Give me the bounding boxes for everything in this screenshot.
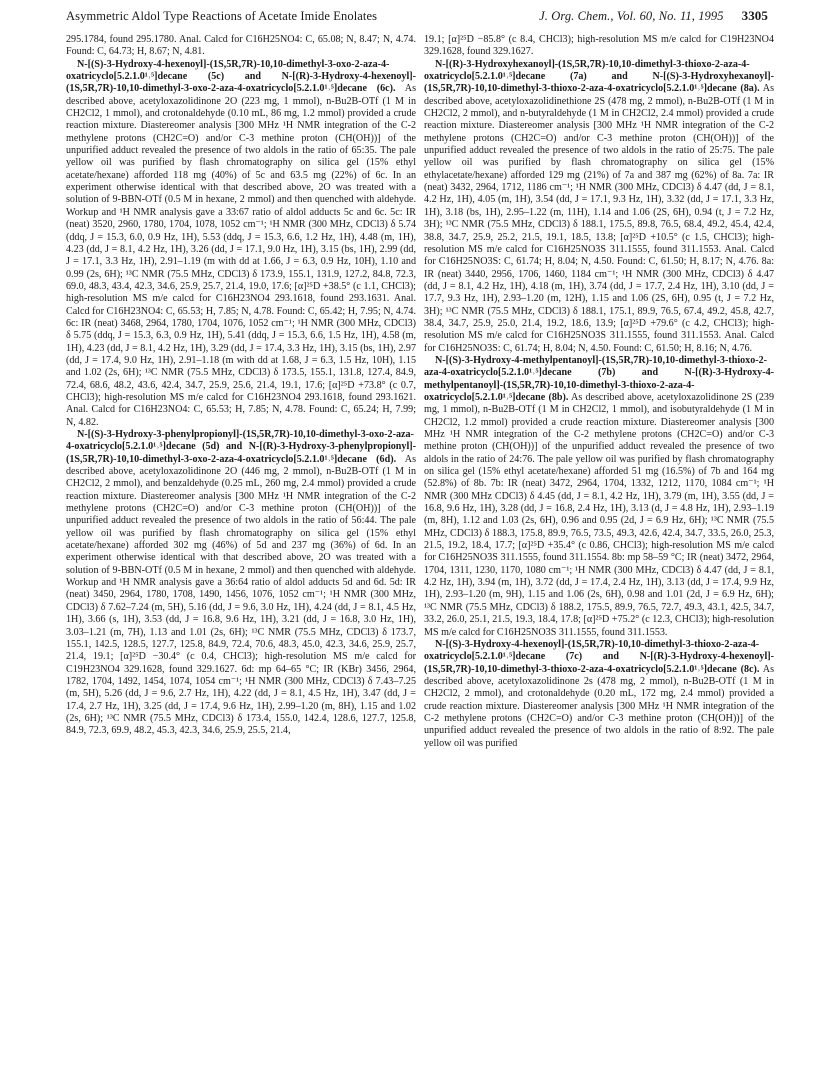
compound-heading: N-[(S)-3-Hydroxy-3-phenylpropionyl]-(1S,5R,7R)-10,10-dimethyl-3-oxo-2-aza-4-oxatricyclo[5.2.1.0¹˒⁵]decane (5d) and N-[(R)-3-Hydroxy-3-phenylpropionyl]-(1S,5R,7R)-10,10-dimethyl-3-oxo-2-aza-4-oxatricyclo[5.2.1.0¹˒⁵]decane (6d). (66, 429, 416, 465)
page-number: 3305 (741, 8, 768, 23)
left-column (66, 34, 416, 1060)
experimental-entry-7c-8c (424, 639, 774, 750)
continued-paragraph: 295.1784, found 295.1780. Anal. Calcd for C16H25NO4: C, 65.08; N, 8.47; N, 4.74. Found: C, 64.73; H, 8.67; N, 4.81. (66, 34, 416, 58)
right-column (424, 34, 774, 1060)
compound-heading: N-[(R)-3-Hydroxyhexanoyl]-(1S,5R,7R)-10,10-dimethyl-3-thioxo-2-aza-4-oxatricyclo[5.2.1.0¹˒⁵]decane (7a) and N-[(S)-3-Hydroxyhexanoyl]-(1S,5R,7R)-10,10-dimethyl-3-thioxo-2-aza-4-oxatricyclo[5.2.1.0¹˒⁵]decane (8a). (424, 58, 774, 95)
compound-heading: N-[(S)-3-Hydroxy-4-hexenoyl]-(1S,5R,7R)-10,10-dimethyl-3-thioxo-2-aza-4-oxatricyclo[5.2.1.0¹˒⁵]decane (7c) and N-[(R)-3-Hydroxy-4-hexenoyl]-(1S,5R,7R)-10,10-dimethyl-3-thioxo-2-aza-4-oxatricyclo[5.2.1.0¹˒⁵]decane (8c). (424, 638, 774, 675)
running-title: Asymmetric Aldol Type Reactions of Acetate Imide Enolates (66, 9, 378, 23)
entry-body: As described above, acetyloxazolidinone 2s (478 mg, 2 mmol), n-Bu2B-OTf (1 M in CH2Cl2, 2 mmol), and crotonaldehyde (0.20 mL, 172 mg, 2.4 mmol) provided a crude reaction mixture. Diastereomer analysis [300 MHz ¹H NMR integration of the C-2 methylene protons (CH2C=O) and/or C-3 methine proton (CH(OH))] of the unpurified adduct revealed the presence of two aldols in the ratio of 8:92. The pale yellow oil was purified (424, 663, 774, 749)
continued-paragraph: 19.1; [α]²⁵D −85.8° (c 8.4, CHCl3); high-resolution MS m/e calcd for C19H23NO4 329.1628, found 329.1627. (424, 34, 774, 58)
entry-body: As described above, acetyloxazolidinone 2O (446 mg, 2 mmol), n-Bu2B-OTf (1 M in CH2Cl2, 2 mmol), and benzaldehyde (0.25 mL, 260 mg, 2.4 mmol) provided a crude reaction mixture. Diastereomer analysis [300 MHz ¹H NMR integration of the C-2 methylene protons (CH2C=O) and/or C-3 methine proton (CH(OH))] of the unpurified adduct revealed the presence of two aldols in the ratio of 56:44. The pale yellow oil was purified by flash chromatography on silica gel (15% ethyl acetate/hexane) afforded 302 mg (46%) of 5d and 237 mg (36%) of 6d. In an experiment otherwise identical with that described above, 2O was treated with a solution of 9-BBN-OTf (0.5 M in hexane, 2 mmol) and then quenched with aldehyde. Workup and ¹H NMR analysis gave a 36:64 ratio of aldol adducts 5d and 6d. 5d: IR (neat) 3450, 2964, 1780, 1708, 1490, 1456, 1076, 1052 cm⁻¹; ¹H NMR (300 MHz, CDCl3) δ 7.62–7.24 (m, 5H), 5.16 (dd, J = 9.6, 3.0 Hz, 1H), 4.24 (dd, J = 8.1, 4.5 Hz, 1H), 3.66 (s, 1H), 3.53 (dd, J = 16.8, 9.6 Hz, 1H), 3.21 (dd, J = 16.8, 3.0 Hz, 1H), 3.03–1.21 (m, 7H), 1.13 and 1.01 (2s, 6H); ¹³C NMR (75.5 MHz, CDCl3) δ 173.7, 155.1, 142.5, 128.5, 127.7, 125.8, 84.9, 72.4, 70.6, 48.3, 45.0, 42.3, 34.6, 25.9, 25.7, 21.4, 19.1; [α]²⁵D −30.4° (c 0.4, CHCl3); high-resolution MS m/e calcd for C19H23NO4 329.1628, found 329.1627. 6d: mp 64–65 °C; IR (KBr) 3456, 2964, 1782, 1704, 1492, 1454, 1074, 1054 cm⁻¹; ¹H NMR (300 MHz, CDCl3) δ 7.43–7.25 (m, 5H), 5.26 (dd, J = 9.6, 2.7 Hz, 1H), 4.22 (dd, J = 8.1, 4.5 Hz, 1H), 3.47 (dd, J = 17.4, 2.7 Hz, 1H), 3.25 (dd, J = 17.4, 9.6 Hz, 1H), 2.99–1.20 (m, 8H), 1.15 and 1.02 (2s, 6H); ¹³C NMR (75.5 MHz, CDCl3) δ 173.4, 155.0, 142.4, 128.6, 127.7, 125.8, 84.9, 72.3, 69.9, 48.2, 45.3, 42.3, 34.6, 25.9, 25.5, 21.4, (66, 453, 416, 737)
experimental-entry-5c-6c (66, 59, 416, 429)
experimental-entry-5d-6d (66, 429, 416, 738)
experimental-entry-7b-8b (424, 355, 774, 639)
compound-heading: N-[(S)-3-Hydroxy-4-hexenoyl]-(1S,5R,7R)-10,10-dimethyl-3-oxo-2-aza-4-oxatricyclo[5.2.1.0¹˒⁵]decane (5c) and N-[(R)-3-Hydroxy-4-hexenoyl]-(1S,5R,7R)-10,10-dimethyl-3-oxo-2-aza-4-oxatricyclo[5.2.1.0¹˒⁵]decane (6c). (66, 58, 416, 95)
journal-citation (539, 8, 768, 24)
experimental-entry-7a-8a (424, 59, 774, 355)
compound-heading: N-[(S)-3-Hydroxy-4-methylpentanoyl]-(1S,5R,7R)-10,10-dimethyl-3-thioxo-2-aza-4-oxatricyclo[5.2.1.0¹˒⁵]decane (7b) and N-[(R)-3-Hydroxy-4-methylpentanoyl]-(1S,5R,7R)-10,10-dimethyl-3-thioxo-2-aza-4-oxatricyclo[5.2.1.0¹˒⁵]decane (8b). (424, 354, 774, 403)
running-head (66, 8, 768, 28)
entry-body: As described above, acetyloxazolidinethione 2S (478 mg, 2 mmol), n-Bu2B-OTf (1 M in CH2Cl2, 2 mmol), and n-butyraldehyde (1 M in CH2Cl2, 2.4 mmol) provided a crude reaction mixture. Diastereomer analysis [300 MHz ¹H NMR integration of the C-2 methylene protons (CH2C=O) and/or C-3 methine proton (CH(OH))] of the unpurified adduct revealed the presence of two aldols in the ratio of 25:75. The pale yellow oil was purified by flash chromatography on silica gel (15% ethylacetate/hexane) afforded 129 mg (21%) of 7a and 387 mg (62%) of 8a. 7a: IR (neat) 3432, 2964, 1712, 1186 cm⁻¹; ¹H NMR (300 MHz, CDCl3) δ 4.47 (dd, J = 8.1, 4.2 Hz, 1H), 4.05 (m, 1H), 3.54 (dd, J = 17.1, 9.3 Hz, 1H), 3.32 (dd, J = 17.1, 3.3 Hz, 1H), 3.18 (bs, 1H), 2.95–1.22 (m, 11H), 1.14 and 1.06 (2S, 6H), 0.94 (t, J = 7.2 Hz, 3H); ¹³C NMR (75.5 MHz, CDCl3) δ 188.1, 175.5, 89.8, 76.5, 68.4, 49.2, 45.4, 42.4, 38.8, 34.7, 25.9, 25.2, 21.5, 19.1, 18.5, 13.8; [α]²⁵D +10.5° (c 1.5, CHCl3); high-resolution MS m/e calcd for C16H25NO3S 311.1555, found 311.1553. Anal. Calcd for C16H25NO3S: C, 61.74; H, 8.04; N, 4.50. Found: C, 61.50; H, 8.17; N, 4.76. 8a: IR (neat) 3440, 2956, 1706, 1460, 1184 cm⁻¹; ¹H NMR (300 MHz, CDCl3) δ 4.47 (dd, J = 8.1, 4.2 Hz, 1H), 4.18 (m, 1H), 3.74 (dd, J = 17.7, 2.4 Hz, 1H), 3.10 (dd, J = 17.7, 9.3 Hz, 1H), 2.93–1.20 (m, 12H), 1.15 and 1.06 (2S, 6H), 0.95 (t, J = 7.2 Hz, 3H); ¹³C NMR (75.5 MHz, CDCl3) δ 188.1, 175.1, 89.9, 76.5, 67.4, 49.2, 45.8, 42.7, 38.4, 34.7, 25.9, 25.0, 21.4, 19.2, 18.6, 13.9; [α]²⁵D +79.6° (c 4.2, CHCl3); high-resolution MS m/e calcd for C16H25NO3S 311.1555, found 311.1553. Anal. Calcd for C16H25NO3S: C, 61.74; H, 8.04; N, 4.50. Found: C, 61.50; H, 8.16; N, 4.76. (424, 83, 774, 354)
journal-name: J. Org. Chem., Vol. 60, No. 11, 1995 (539, 9, 724, 23)
entry-body: As described above, acetyloxazolidinone 2O (223 mg, 1 mmol), n-Bu2B-OTf (1 M in CH2Cl2, 1 mmol), and crotonaldehyde (0.10 mL, 86 mg, 1.2 mmol) provided a crude reaction mixture. Diastereomer analysis [300 MHz ¹H NMR integration of the C-2 methylene protons (CH2C=O) and/or C-3 methine proton (CH(OH))] of the unpurified adduct revealed the presence of two aldols in the ratio of 65:35. The pale yellow oil was purified by flash chromatography on silica gel (15% ethyl acetate/hexane) afforded 118 mg (40%) of 5c and 63.5 mg (22%) of 6c. In an experiment otherwise identical with that described above, 2O was treated with a solution of 9-BBN-OTf (0.5 M in hexane, 2 mmol) and then quenched with aldehyde. Workup and ¹H NMR analysis gave a 33:67 ratio of aldol adducts 5c and 6c. 5c: IR (neat) 3520, 2960, 1780, 1704, 1078, 1052 cm⁻¹; ¹H NMR (300 MHz, CDCl3) δ 5.74 (ddq, J = 15.3, 6.0, 0.9 Hz, 1H), 5.53 (ddq, J = 15.3, 6.6, 1.2 Hz, 1H), 4.48 (m, 1H), 4.23 (dd, J = 8.1, 4.2 Hz, 1H), 3.26 (dd, J = 17.1, 9.0 Hz, 1H), 3.15 (bs, 1H), 2.99 (dd, J = 17.1, 3.3 Hz, 1H), 2.91–1.19 (m with dd at 1.66, J = 6.3, 0.9 Hz, 10H), 1.10 and 0.99 (2s, 6H); ¹³C NMR (75.5 MHz, CDCl3) δ 173.9, 155.1, 131.9, 127.2, 84.8, 72.3, 69.0, 48.3, 43.4, 42.3, 34.6, 25.9, 25.7, 21.4, 19.0, 17.6; [α]²⁵D +38.5° (c 1.1, CHCl3); high-resolution MS m/e calcd for C16H23NO4 293.1618, found 293.1631. Anal. Calcd for C16H23NO4: C, 65.53; H, 7.85; N, 4.78. Found: C, 65.42; H, 7.95; N, 4.74. 6c: IR (neat) 3468, 2964, 1780, 1704, 1076, 1052 cm⁻¹; ¹H NMR (300 MHz, CDCl3) δ 5.75 (ddq, J = 15.3, 6.3, 0.9 Hz, 1H), 5.41 (ddq, J = 15.3, 6.6, 1.5 Hz, 1H), 4.58 (m, 1H), 4.23 (dd, J = 8.1, 4.2 Hz, 1H), 3.29 (dd, J = 17.4, 3.3 Hz, 1H), 3.15 (bs, 1H), 2.97 (dd, J = 17.4, 9.0 Hz, 1H), 2.91–1.18 (m with dd at 1.68, J = 6.3, 1.5 Hz, 10H), 1.15 and 1.02 (2s, 6H); ¹³C NMR (75.5 MHz, CDCl3) δ 173.5, 155.1, 131.8, 127.4, 84.9, 72.4, 68.6, 48.2, 43.6, 42.4, 34.7, 25.9, 25.6, 21.4, 19.1, 17.6; [α]²⁵D +73.8° (c 0.7, CHCl3); high-resolution MS m/e calcd for C16H23NO4 293.1618, found 293.1621. Anal. Calcd for C16H23NO4: C, 65.53; H, 7.85; N, 4.78. Found: C, 65.24; H, 7.99; N, 4.82. (66, 83, 416, 428)
entry-body: As described above, acetyloxazolidinone 2S (239 mg, 1 mmol), n-Bu2B-OTf (1 M in CH2Cl2, 1 mmol), and isobutyraldehyde (1 M in CH2Cl2, 1.2 mmol) provided a crude reaction mixture. Diastereomer analysis [300 MHz ¹H NMR integration of the C-2 methylene protons (CH2C=O) and/or C-3 methine proton (CH(OH))] of the unpurified adduct revealed the presence of two aldols in the ratio of 24:76. The pale yellow oil was purified by flash chromatography on silica gel (15% ethyl acetate/hexane) afforded 51 mg (16.5%) of 7b and 164 mg (52.8%) of 8b. 7b: IR (neat) 3472, 2964, 1704, 1332, 1212, 1170, 1084 cm⁻¹; ¹H NMR (300 MHz CDCl3) δ 4.45 (dd, J = 8.1, 4.2 Hz, 1H), 3.79 (m, 1H), 3.55 (dd, J = 16.8, 9.6 Hz, 1H), 3.28 (dd, J = 16.8, 2.4 Hz, 1H), 3.13 (d, J = 4.8 Hz, 1H), 2.93–1.19 (m, 8H), 1.12 and 1.03 (2s, 6H), 0.96 and 0.95 (2d, J = 6.9 Hz, 6H); ¹³C NMR (75.5 MHz, CDCl3) δ 188.3, 175.8, 89.9, 76.5, 73.5, 49.3, 42.6, 42.4, 34.7, 33.5, 26.0, 25.3, 21.5, 19.2, 18.4, 17.7; [α]²⁵D +35.4° (c 0.86, CHCl3); high-resolution MS m/e calcd for C16H25NO3S 311.1555, found 311.1554. 8b: mp 58–59 °C; IR (neat) 3472, 2964, 1704, 1311, 1230, 1170, 1080 cm⁻¹; ¹H NMR (300 MHz, CDCl3) δ 4.47 (dd, J = 8.1, 4.2 Hz, 1H), 3.94 (m, 1H), 3.72 (dd, J = 17.4, 2.4 Hz, 1H), 3.13 (dd, J = 17.4, 9.9 Hz, 1H), 2.93–1.20 (m, 9H), 1.15 and 1.06 (2s, 6H), 0.98 and 1.01 (2d, J = 6.9 Hz, 6H); ¹³C NMR (75.5 MHz, CDCl3) δ 188.2, 175.5, 89.9, 76.5, 72.7, 49.3, 43.1, 42.5, 34.7, 33.2, 26.0, 25.1, 21.5, 19.3, 18.4, 17.8; [α]²⁵D +75.2° (c 12.3, CHCl3); high-resolution MS m/e calcd for C16H25NO3S 311.1555, found 311.1553. (424, 391, 774, 638)
